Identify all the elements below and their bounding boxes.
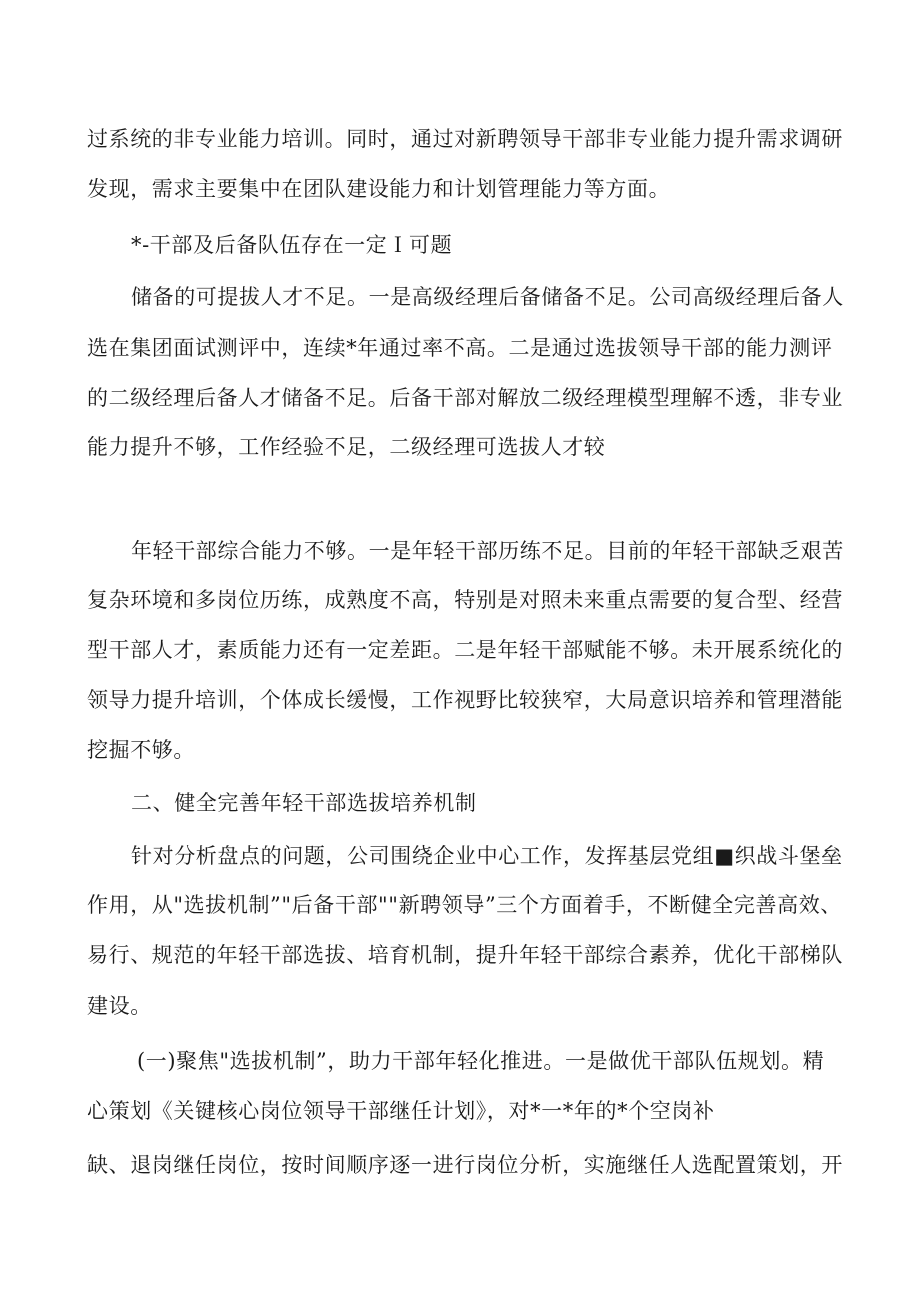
section-heading: *-干部及后备队伍存在一定Ｉ可题 <box>131 233 453 257</box>
text-line: 的二级经理后备人才储备不足。后备干部对解放二级经理模型理解不透，非专业 <box>87 386 843 410</box>
text-line: 能力提升不够，工作经验不足，二级经理可选拔人才较 <box>87 435 606 459</box>
text-line: 选在集团面试测评中，连续*年通过率不高。二是通过选拔领导干部的能力测评 <box>87 336 833 360</box>
text-line: 针对分析盘点的问题，公司围绕企业中心工作，发挥基层党组■织战斗堡垒 <box>131 844 843 868</box>
text-line: 年轻干部综合能力不够。一是年轻干部历练不足。目前的年轻干部缺乏艰苦 <box>131 539 844 563</box>
text-line: 型干部人才，素质能力还有一定差距。二是年轻干部赋能不够。未开展系统化的 <box>87 638 843 662</box>
text-line: 缺、退岗继任岗位，按时间顺序逐一进行岗位分析，实施继任人选配置策划，开 <box>87 1153 843 1177</box>
text-line: 复杂环境和多岗位历练，成熟度不高，特别是对照未来重点需要的复合型、经营 <box>87 588 843 612</box>
text-line: 发现，需求主要集中在团队建设能力和计划管理能力等方面。 <box>87 177 671 201</box>
subsection-heading: (一)聚焦"选拔机制”，助力干部年轻化推进。一是做优干部队伍规划。精 <box>137 1049 825 1073</box>
text-line: 易行、规范的年轻干部选拔、培育机制，提升年轻干部综合素养，优化干部梯队 <box>87 943 843 967</box>
text-line: 心策划《关键核心岗位领导干部继任计划》，对*一*年的*个空岗补 <box>87 1099 715 1123</box>
section-heading: 二、健全完善年轻干部选拔培养机制 <box>131 791 477 815</box>
text-line: 领导力提升培训，个体成长缓慢，工作视野比较狭窄，大局意识培养和管理潜能 <box>87 688 843 712</box>
text-line: 建设。 <box>87 994 152 1018</box>
text-line: 作用，从"选拔机制”"后备干部""新聘领导”三个方面着手，不断健全完善高效、 <box>87 893 842 917</box>
text-line: 挖掘不够。 <box>87 738 195 762</box>
text-line: 储备的可提拔人才不足。一是高级经理后备储备不足。公司高级经理后备人 <box>131 285 844 309</box>
text-line: 过系统的非专业能力培训。同时，通过对新聘领导干部非专业能力提升需求调研 <box>87 127 843 151</box>
